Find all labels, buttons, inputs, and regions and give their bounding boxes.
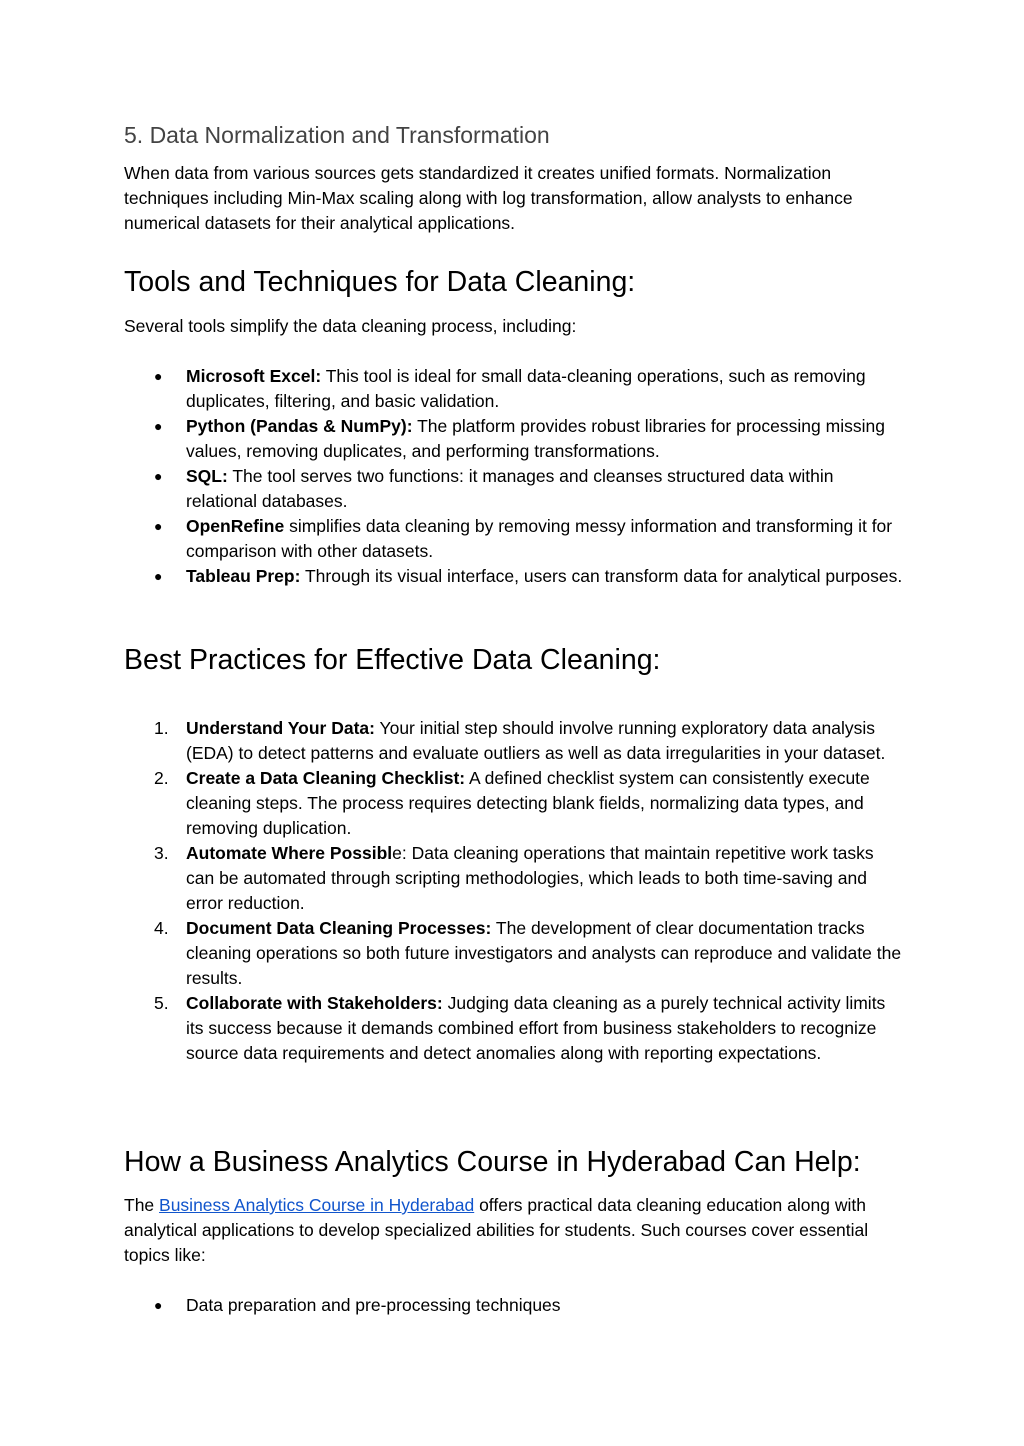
list-item-term: Document Data Cleaning Processes: <box>186 918 492 938</box>
list-item-text: Data preparation and pre-processing techniques <box>186 1295 561 1315</box>
list-item <box>124 716 904 766</box>
section-heading-course: How a Business Analytics Course in Hyderabad Can Help: <box>124 1146 861 1178</box>
list-item <box>124 766 904 841</box>
list-item-term: Tableau Prep: <box>186 566 301 586</box>
list-item <box>124 916 904 991</box>
course-body-prefix: The <box>124 1195 160 1215</box>
list-item-text: e: Data cleaning operations that maintain repetitive work tasks can be automated through scripting methodologies, which leads to both time-saving and error reduction. <box>186 843 874 913</box>
list-item <box>124 464 904 514</box>
list-item <box>124 1293 904 1318</box>
bullet-icon: ● <box>154 468 163 484</box>
list-item-text: Your initial step should involve running exploratory data analysis (EDA) to detect patterns and evaluate outliers as well as data irregularities in your dataset. <box>186 718 886 763</box>
course-body-suffix: offers practical data cleaning education along with analytical applications to develop specialized abilities for students. Such courses cover essential topics like: <box>124 1195 869 1265</box>
list-item-text: A defined checklist system can consistently execute cleaning steps. The process requires detecting blank fields, normalizing data types, and removing duplication. <box>186 768 870 838</box>
list-number: 5. <box>154 993 169 1013</box>
list-item <box>124 564 904 589</box>
list-item-term: Collaborate with Stakeholders: <box>186 993 443 1013</box>
bullet-icon: ● <box>154 518 163 534</box>
list-item-text: This tool is ideal for small data-cleaning operations, such as removing duplicates, filtering, and basic validation. <box>186 366 866 411</box>
tools-intro-paragraph: Several tools simplify the data cleaning process, including: <box>124 316 577 336</box>
normalization-paragraph: When data from various sources gets standardized it creates unified formats. Normalization techniques including Min-Max scaling along with log transformation, allow analysts to enhance numerical datasets for their analytical applications. <box>124 163 853 233</box>
bullet-icon: ● <box>154 1297 163 1313</box>
tools-bullet-list <box>124 364 904 589</box>
course-link[interactable]: Business Analytics Course in Hyderabad <box>159 1195 475 1215</box>
list-item <box>124 364 904 414</box>
course-topics-bullet-list <box>124 1293 904 1318</box>
list-item <box>124 991 904 1066</box>
list-item-term: Understand Your Data: <box>186 718 375 738</box>
list-item-text: Through its visual interface, users can transform data for analytical purposes. <box>300 566 903 586</box>
bullet-icon: ● <box>154 568 163 584</box>
list-item-term: Microsoft Excel: <box>186 366 322 386</box>
list-item-text: The platform provides robust libraries for processing missing values, removing duplicates, and performing transformations. <box>186 416 885 461</box>
list-item <box>124 414 904 464</box>
list-number: 1. <box>154 718 169 738</box>
bullet-icon: ● <box>154 368 163 384</box>
list-item-term: Automate Where Possibl <box>186 843 393 863</box>
list-item-text: simplifies data cleaning by removing messy information and transforming it for comparison with other datasets. <box>186 516 893 561</box>
list-number: 3. <box>154 843 169 863</box>
best-practices-numbered-list <box>124 716 904 1066</box>
list-item-term: OpenRefine <box>186 516 285 536</box>
list-item-text: The development of clear documentation tracks cleaning operations so both future investigators and analysts can reproduce and validate the results. <box>186 918 902 988</box>
list-item-term: Create a Data Cleaning Checklist: <box>186 768 466 788</box>
section-heading-best-practices: Best Practices for Effective Data Cleaning: <box>124 644 661 676</box>
course-paragraph <box>124 1193 904 1268</box>
list-item-term: Python (Pandas & NumPy): <box>186 416 413 436</box>
list-item <box>124 841 904 916</box>
list-item-text: Judging data cleaning as a purely technical activity limits its success because it demands combined effort from business stakeholders to recognize source data requirements and detect anomalies along with reporting expectations. <box>186 993 886 1063</box>
section-heading-tools: Tools and Techniques for Data Cleaning: <box>124 266 636 298</box>
list-number: 4. <box>154 918 169 938</box>
list-item-text: The tool serves two functions: it manages and cleanses structured data within relational databases. <box>186 466 834 511</box>
list-item-term: SQL: <box>186 466 228 486</box>
bullet-icon: ● <box>154 418 163 434</box>
list-item <box>124 514 904 564</box>
section-heading-normalization: 5. Data Normalization and Transformation <box>124 122 550 148</box>
list-number: 2. <box>154 768 169 788</box>
